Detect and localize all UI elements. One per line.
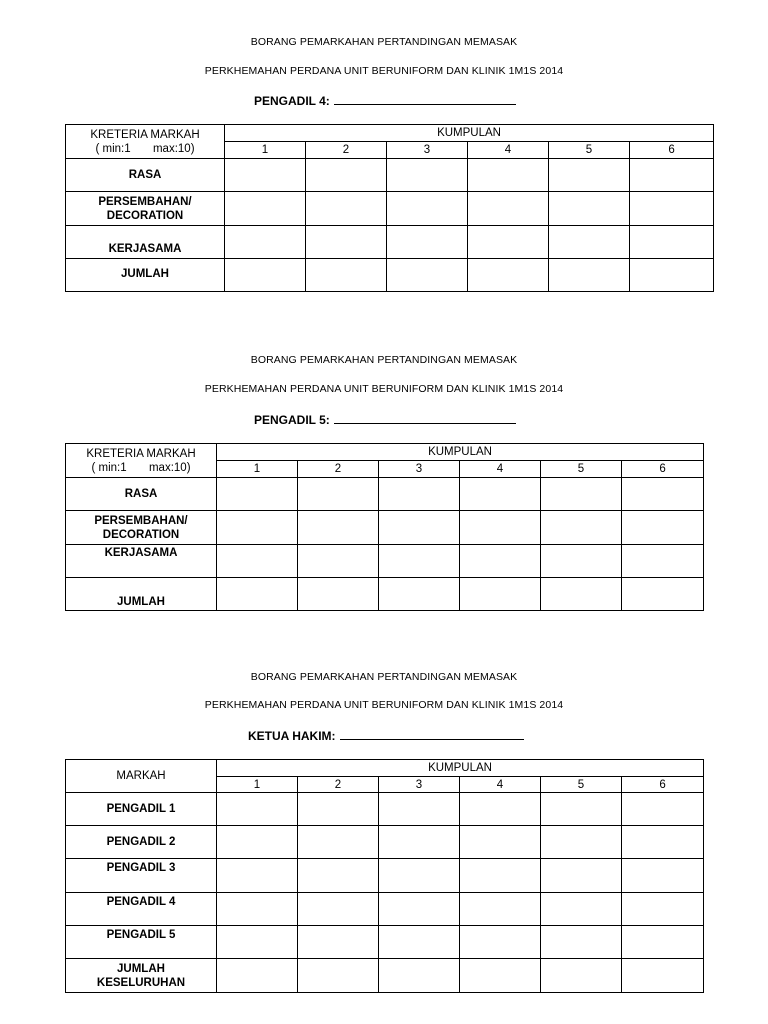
scoring-table-pengadil-5 (65, 443, 704, 611)
score-cell[interactable] (387, 259, 468, 292)
score-cell[interactable] (622, 478, 704, 511)
row-label-persembahan: PERSEMBAHAN/ DECORATION (66, 192, 225, 226)
score-cell[interactable] (460, 859, 541, 893)
score-cell[interactable] (379, 859, 460, 893)
score-cell[interactable] (460, 893, 541, 926)
score-cell[interactable] (298, 478, 379, 511)
score-cell[interactable] (541, 793, 622, 826)
score-cell[interactable] (387, 192, 468, 226)
score-cell[interactable] (306, 226, 387, 259)
score-cell[interactable] (306, 259, 387, 292)
group-number: 3 (387, 142, 468, 159)
score-cell[interactable] (460, 511, 541, 545)
group-number: 4 (468, 142, 549, 159)
score-cell[interactable] (541, 926, 622, 959)
group-number: 6 (630, 142, 714, 159)
score-cell[interactable] (541, 893, 622, 926)
score-cell[interactable] (541, 478, 622, 511)
score-cell[interactable] (630, 226, 714, 259)
score-cell[interactable] (379, 511, 460, 545)
score-cell[interactable] (387, 226, 468, 259)
group-number: 6 (622, 777, 704, 793)
score-cell[interactable] (460, 793, 541, 826)
score-cell[interactable] (541, 511, 622, 545)
row-label-rasa: RASA (66, 159, 225, 192)
score-cell[interactable] (217, 926, 298, 959)
score-cell[interactable] (468, 226, 549, 259)
score-cell[interactable] (630, 192, 714, 226)
score-cell[interactable] (622, 826, 704, 859)
score-cell[interactable] (541, 859, 622, 893)
criteria-header: KRETERIA MARKAH ( min:1 max:10) (66, 444, 217, 478)
scoring-table-pengadil-4 (65, 124, 714, 292)
score-cell[interactable] (549, 159, 630, 192)
head-judge-field (248, 728, 524, 743)
score-cell[interactable] (460, 478, 541, 511)
score-cell[interactable] (622, 578, 704, 611)
event-subtitle: PERKHEMAHAN PERDANA UNIT BERUNIFORM DAN KLINIK 1M1S 2014 (204, 65, 564, 77)
row-label-pengadil-2: PENGADIL 2 (66, 826, 217, 859)
score-cell[interactable] (298, 959, 379, 993)
score-cell[interactable] (622, 959, 704, 993)
score-cell[interactable] (217, 545, 298, 578)
score-cell[interactable] (622, 893, 704, 926)
score-cell[interactable] (541, 959, 622, 993)
row-label-pengadil-4: PENGADIL 4 (66, 893, 217, 926)
score-cell[interactable] (379, 893, 460, 926)
score-cell[interactable] (468, 192, 549, 226)
score-cell[interactable] (460, 926, 541, 959)
score-cell[interactable] (468, 159, 549, 192)
group-header: KUMPULAN (217, 760, 704, 777)
score-cell[interactable] (217, 578, 298, 611)
score-cell[interactable] (217, 959, 298, 993)
form-title: BORANG PEMARKAHAN PERTANDINGAN MEMASAK (250, 354, 518, 366)
score-cell[interactable] (298, 578, 379, 611)
row-label-kerjasama: KERJASAMA (66, 545, 217, 578)
score-cell[interactable] (622, 511, 704, 545)
score-cell[interactable] (379, 478, 460, 511)
group-number: 2 (306, 142, 387, 159)
score-cell[interactable] (379, 793, 460, 826)
score-cell[interactable] (217, 793, 298, 826)
score-cell[interactable] (298, 793, 379, 826)
score-cell[interactable] (298, 511, 379, 545)
group-number: 3 (379, 461, 460, 478)
group-number: 6 (622, 461, 704, 478)
score-cell[interactable] (387, 159, 468, 192)
score-cell[interactable] (460, 826, 541, 859)
score-cell[interactable] (622, 793, 704, 826)
row-label-jumlah: JUMLAH (66, 259, 225, 292)
score-cell[interactable] (622, 859, 704, 893)
row-label-jumlah-keseluruhan: JUMLAH KESELURUHAN (66, 959, 217, 993)
score-cell[interactable] (217, 893, 298, 926)
score-cell[interactable] (622, 545, 704, 578)
score-cell[interactable] (298, 893, 379, 926)
score-cell[interactable] (379, 926, 460, 959)
score-cell[interactable] (468, 259, 549, 292)
score-cell[interactable] (225, 226, 306, 259)
row-label-pengadil-5: PENGADIL 5 (66, 926, 217, 959)
judge-field (254, 93, 516, 108)
markah-header: MARKAH (66, 760, 217, 793)
score-cell[interactable] (549, 192, 630, 226)
row-label-pengadil-1: PENGADIL 1 (66, 793, 217, 826)
group-number: 4 (460, 777, 541, 793)
row-label-rasa: RASA (66, 478, 217, 511)
row-label-pengadil-3: PENGADIL 3 (66, 859, 217, 893)
score-cell[interactable] (298, 859, 379, 893)
score-cell[interactable] (298, 926, 379, 959)
group-number: 1 (217, 461, 298, 478)
score-cell[interactable] (225, 259, 306, 292)
group-number: 1 (225, 142, 306, 159)
row-label-jumlah: JUMLAH (66, 578, 217, 611)
group-header: KUMPULAN (217, 444, 704, 461)
event-subtitle: PERKHEMAHAN PERDANA UNIT BERUNIFORM DAN KLINIK 1M1S 2014 (204, 383, 564, 395)
score-cell[interactable] (460, 545, 541, 578)
judge-field (254, 412, 516, 427)
score-cell[interactable] (541, 826, 622, 859)
judge-label: PENGADIL 4: (254, 94, 330, 108)
score-cell[interactable] (460, 578, 541, 611)
score-cell[interactable] (549, 259, 630, 292)
score-cell[interactable] (541, 578, 622, 611)
score-cell[interactable] (217, 478, 298, 511)
score-cell[interactable] (217, 826, 298, 859)
judge-label: PENGADIL 5: (254, 413, 330, 427)
group-number: 1 (217, 777, 298, 793)
score-cell[interactable] (306, 159, 387, 192)
group-number: 2 (298, 461, 379, 478)
score-cell[interactable] (460, 959, 541, 993)
group-number: 4 (460, 461, 541, 478)
score-cell[interactable] (217, 511, 298, 545)
group-number: 5 (541, 461, 622, 478)
score-cell[interactable] (379, 959, 460, 993)
score-cell[interactable] (541, 545, 622, 578)
score-cell[interactable] (379, 578, 460, 611)
form-title: BORANG PEMARKAHAN PERTANDINGAN MEMASAK (250, 671, 518, 683)
form-title: BORANG PEMARKAHAN PERTANDINGAN MEMASAK (250, 36, 518, 48)
group-number: 5 (541, 777, 622, 793)
head-judge-signature-blank[interactable] (340, 728, 524, 740)
head-judge-label: KETUA HAKIM: (248, 729, 336, 743)
criteria-header: KRETERIA MARKAH ( min:1 max:10) (66, 125, 225, 159)
score-cell[interactable] (217, 859, 298, 893)
score-cell[interactable] (298, 826, 379, 859)
event-subtitle: PERKHEMAHAN PERDANA UNIT BERUNIFORM DAN KLINIK 1M1S 2014 (204, 699, 564, 711)
score-cell[interactable] (306, 192, 387, 226)
row-label-kerjasama: KERJASAMA (66, 226, 225, 259)
group-header: KUMPULAN (225, 125, 714, 142)
score-cell[interactable] (622, 926, 704, 959)
group-number: 2 (298, 777, 379, 793)
score-cell[interactable] (630, 259, 714, 292)
judge-signature-blank[interactable] (334, 412, 516, 424)
score-cell[interactable] (225, 192, 306, 226)
score-cell[interactable] (225, 159, 306, 192)
score-cell[interactable] (549, 226, 630, 259)
score-cell[interactable] (379, 826, 460, 859)
score-cell[interactable] (298, 545, 379, 578)
judge-signature-blank[interactable] (334, 93, 516, 105)
group-number: 5 (549, 142, 630, 159)
score-cell[interactable] (630, 159, 714, 192)
summary-table-ketua-hakim (65, 759, 704, 993)
row-label-persembahan: PERSEMBAHAN/ DECORATION (66, 511, 217, 545)
group-number: 3 (379, 777, 460, 793)
score-cell[interactable] (379, 545, 460, 578)
